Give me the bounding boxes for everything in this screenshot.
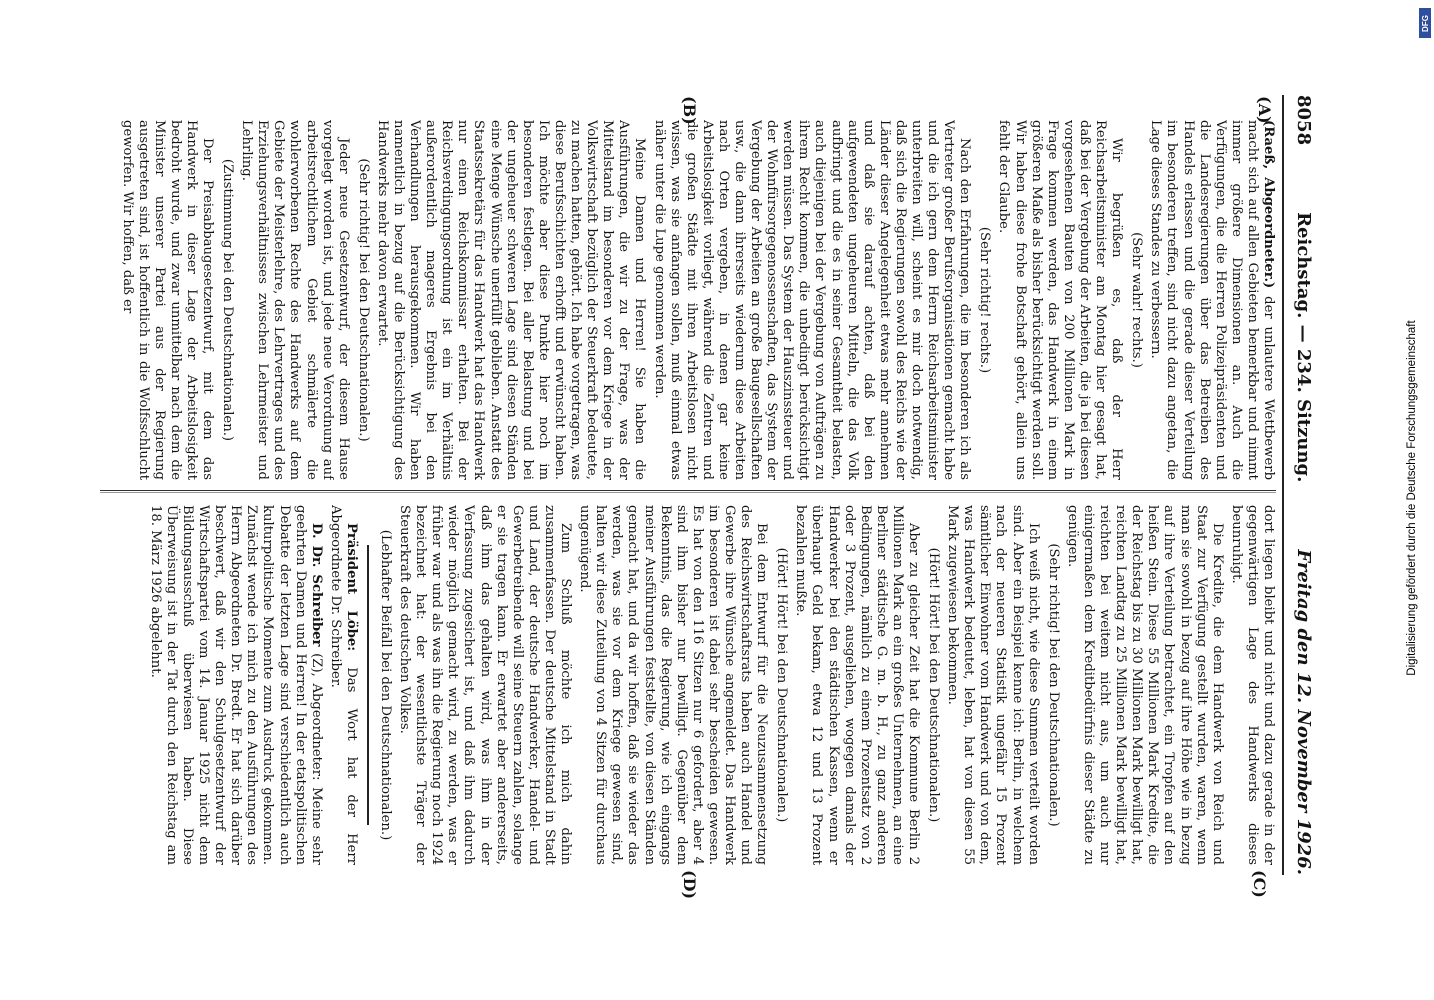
page-number: 8058 (1293, 95, 1314, 146)
header-rule (1282, 95, 1284, 875)
page-header (1288, 95, 1314, 875)
paragraph: Wir begrüßen es, daß der Herr Reichsarbeitsminister am Montag hier gesagt hat, daß bei der Vergebung der Arbeiten, die ja bei diesen vorgesehenen Bauten von 200 Millionen Mark in Frage kommen werden, das Handwerk in einem größeren Maße als bisher berücksichtigt werden soll. Wir haben diese frohe Botschaft gehört, allein uns fehlt der Glaube. (996, 120, 1125, 480)
paragraph: Die Kredite, die dem Handwerk von Reich und Staat zur Verfügung gestellt wurden, waren, wenn man sie sowohl in bezug auf ihre Höhe wie in bezug auf ihre Verteilung betrachtet, ein Tropfen auf den heißen Stein. Diese 55 Millionen Mark Kredite, die der Reichstag bis zu 30 Millionen Mark bewilligt hat, reichten Landtag zu 25 Millionen Mark bewilligt hat, reichten bei weitem nicht aus, um auch nur einigermaßen dem Kreditbedürfnis dieser Städte zu genügen. (1064, 505, 1225, 865)
interjection: (Sehr richtig! rechts.) (977, 226, 993, 374)
paragraph: D. Dr. Schreiber (Z), Abgeordneter: Meine sehr geehrten Damen und Herren! In der etatspolitischen Debatte der letzten Lage sind verschiedentlich auch kulturpolitische Momente zum Ausdruck gekommen. Zunächst wende ich mich zu den Ausführungen des Herrn Abgeordneten Dr. Bredt. Er hat sich darüber beschwert, daß wir den Schulgesetzentwurf der Wirtschaftspartei vom 14. Januar 1925 nicht dem Bildungsausschuß überwiesen haben. Diese Überweisung ist in der Tat durch den Reichstag am 18. März 1926 abgelehnt. (147, 505, 324, 865)
dfg-logo: DFG (1419, 8, 1431, 38)
margin-mark-b: (B) (680, 96, 699, 125)
interjection: (Sehr richtig! bei den Deutschnationalen.) (1045, 543, 1061, 827)
paragraph: Jeder neue Gesetzentwurf, der diesem Hause vorgelegt worden ist, und jede neue Verordnung auf arbeitsrechtlichem Gebiet schmälerte die wohlerworbenen Rechte des Handwerks auf dem Gebiete der Meisterlehre, des Lehrvertrages und des Erziehungsverhältnisses zwischen Lehrmeister und Lehrling. (239, 120, 351, 480)
paragraph: Meine Damen und Herren! Sie haben die Ausführungen, die wir zu der Frage, was der Mittelstand im besonderen vor dem Kriege in der Volkswirtschaft bezüglich der Steuerkraft bedeutete, zu machen hatten, gehört. Ich habe vorgetragen, was diese Berufsschichten erhofft und erwünscht haben. Ich möchte aber diese Punkte hier noch im besonderen festlegen. Bei aller Belastung und bei der ungeheuer schweren Lage sind diesen Ständen eine Menge Wünsche unerfüllt geblieben. Anstatt des Staatssekretärs für das Handwerk hat das Handwerk nur einen Reichskommissar erhalten. Bei der Reichsverdingungsordnung ist ein im Verhältnis außerordentlich mageres Ergebnis bei den Verhandlungen herausgekommen. Wir haben namentlich in bezug auf die Berücksichtigung des Handwerks mehr davon erwartet. (374, 120, 648, 480)
sitting-title: Reichstag. — 234. Sitzung. (1293, 212, 1314, 483)
speaker-name: Präsident Löbe: (343, 523, 359, 652)
paragraph: Ich weiß nicht, wie diese Summen verteilt worden sind. Aber ein Beispiel kenne ich: Berlin, in welchem nach der neueren Statistik ungefähr 15 Prozent sämtlicher Einwohner vom Handwerk und von dem, was Handwerk bedeutet, leben, hat von diesen 55 Mark zugewiesen bekommen. (945, 505, 1041, 865)
right-column (100, 505, 1276, 865)
speaker-name: D. Dr. Schreiber (308, 523, 324, 647)
sitting-date: Freitag den 12. November 1926. (1293, 549, 1314, 875)
interjection: (Zustimmung bei den Deutschnationalen.) (220, 158, 236, 442)
interjection: (Sehr richtig! bei den Deutschnationalen.) (355, 158, 371, 442)
digitization-credit: Digitalisierung gefördert durch die Deutsche Forschungsgemeinschaft (1406, 319, 1418, 676)
paragraph: Präsident Löbe: Das Wort hat der Herr Abgeordnete Dr. Schreiber. (327, 505, 359, 865)
paragraph: dort liegen bleibt und nicht und dazu gerade in der gegenwärtigen Lage des Handwerks dieses beunruhigt. (1228, 505, 1276, 865)
digitization-credit-bar (1395, 5, 1429, 990)
margin-mark-a: (A) (1255, 96, 1274, 124)
column-divider (100, 490, 1276, 491)
interjection: (Hört! Hört! bei den Deutschnationalen.) (774, 547, 790, 823)
interjection: (Lebhafter Beifall bei den Deutschnationalen.) (378, 529, 394, 841)
left-column (100, 120, 1276, 480)
interjection: (Sehr wahr! rechts.) (1129, 232, 1145, 368)
paragraph: Der Preisabbaugesetzentwurf, mit dem das Handwerk in dieser Lage der Arbeitslosigkeit bedroht wurde, und zwar unmittelbar nach dem die Minister unserer Partei aus der Regierung ausgetreten sind, ist hoffentlich in die Wolfsschlucht geworfen. Wir hoffen, daß er (119, 120, 215, 480)
section-divider (367, 545, 369, 825)
margin-mark-d: (D) (680, 870, 699, 900)
paragraph: Zum Schluß möchte ich mich dahin zusammenfassen. Der deutsche Mittelstand in Stadt und Land, der deutsche Handwerker, Handel- und Gewerbetreibende will seine Steuern zahlen, solange er sie tragen kann. Er erwartet aber andererseits, daß ihm das gehalten wird, was ihm in der Verfassung zugesichert ist, und daß ihm dadurch wieder möglich gemacht wird, zu werden, was er früher war und als was ihn die Regierung noch 1924 bezeichnet hat: der wesentlichste Träger der Steuerkraft des deutschen Volkes. (397, 505, 574, 865)
interjection: (Hört! Hört! bei den Deutschnationalen.) (926, 547, 942, 823)
paragraph: Aber zu gleicher Zeit hat die Kommune Berlin 2 Millionen Mark an ein großes Unternehmen, an eine Berliner städtische G. m. b. H., zu ganz anderen Bedingungen, nämlich zu einem Prozentsatz von 2 oder 3 Prozent, ausgeliehen, wogegen damals der Handwerker bei den städtischen Kassen, wenn er überhaupt Geld bekam, etwa 12 und 13 Prozent bezahlen mußte. (793, 505, 922, 865)
paragraph: Bei dem Entwurf für die Neuzusammensetzung des Reichswirtschaftsrats haben auch Handel und Gewerbe ihre Wünsche angemeldet. Das Handwerk im besonderen ist dabei sehr bescheiden gewesen. Es hat von den 116 Sitzen nur 6 gefordert, aber 4 sind ihm bisher nur bewilligt. Gegenüber dem Bekenntnis, das die Regierung, wie ich eingangs meiner Ausführungen feststellte, von diesen Ständen gemacht hat, und da wir hoffen, daß sie wieder das werden, was sie vor dem Kriege gewesen sind, halten wir diese Zuteilung von 4 Sitzen für durchaus ungenügend. (577, 505, 770, 865)
speaker-name: (Raeß, Abgeordneter.) (1261, 120, 1276, 289)
margin-mark-c: (C) (1250, 870, 1269, 898)
paragraph: Nach den Erfahrungen, die im besonderen ich als Vertreter großer Berufsorganisationen gemacht habe und die ich gern dem Herrn Reichsarbeitsminister unterbreiten will, scheint es mir doch notwendig, daß sich die Regierungen sowohl des Reichs wie der Länder dieser Angelegenheit etwas mehr annehmen und daß sie darauf achten, daß bei den aufgewendeten ungeheuren Mitteln, die das Volk aufbringt und die es in seiner Gesamtheit belasten, auch diejenigen bei der Vergebung von Aufträgen zu ihrem Recht kommen, die unbedingt berücksichtigt werden müssen. Das System der Hauszinssteuer und der Wohnfürsorgegenossenschaften, das System der Vergebung der Arbeiten an große Baugesellschaften usw., die dann ihrerseits wiederum diese Arbeiten nach Orten vergeben, in denen gar keine Arbeitslosigkeit vorliegt, während die Zentren und die großen Städte mit ihren Arbeitslosen nicht wissen, was sie anfangen sollen, muß einmal etwas näher unter die Lupe genommen werden. (651, 120, 973, 480)
paragraph: (Raeß, Abgeordneter.) der unlautere Wettbewerb macht sich auf allen Gebieten bemerkbar und nimmt immer größere Dimensionen an. Auch die Verfügungen, die die Herren Polizeipräsidenten und die Landesregierungen über das Betreiben des Handels erlassen und die gerade dieser Verteilung im besonderen treffen, sind nicht dazu angetan, die Lage dieses Standes zu verbessern. (1148, 120, 1276, 480)
column-divider-secondary (100, 492, 1276, 493)
